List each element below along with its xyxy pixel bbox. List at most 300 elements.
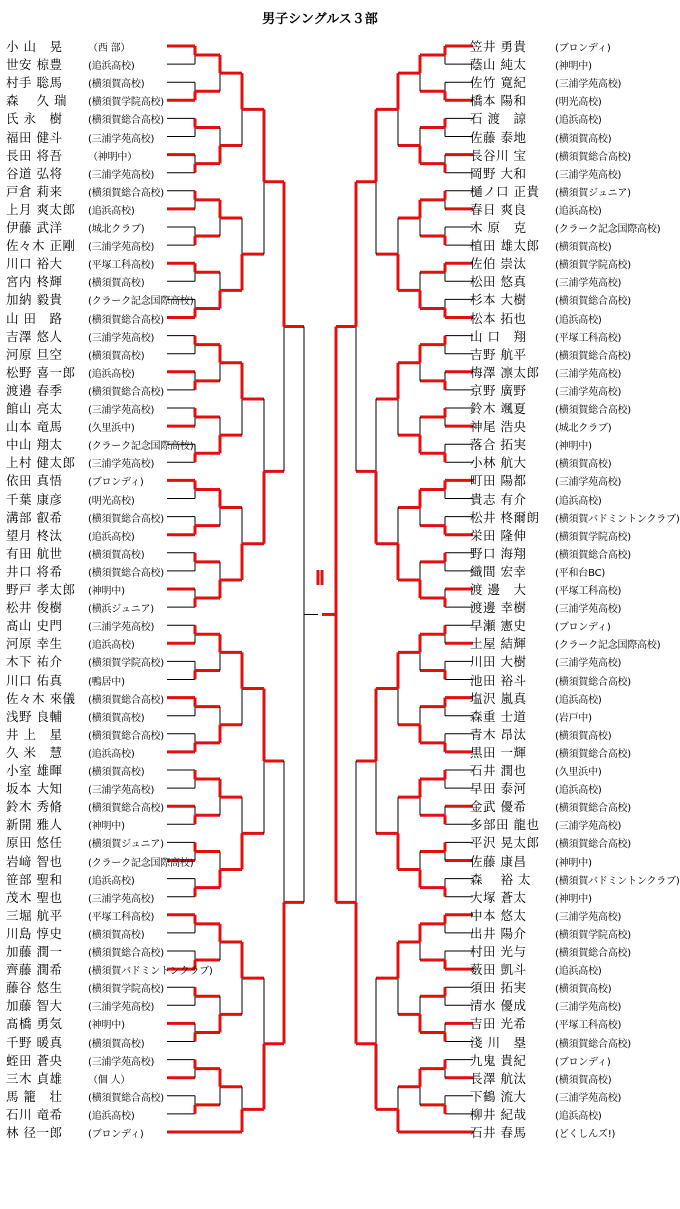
left-player-entry [6, 109, 173, 127]
player-name: 千葉 康彦 [6, 491, 63, 507]
left-player-entry [6, 309, 173, 327]
player-name: 上村 健太郎 [6, 455, 76, 471]
right-player-entry [470, 109, 640, 127]
player-club: (横須賀高校) [555, 133, 612, 145]
player-club: (ブロンディ) [555, 622, 611, 634]
player-club: (追浜高校) [88, 1110, 135, 1122]
player-club: (三浦学苑高校) [555, 278, 622, 290]
player-name: 茂木 聖也 [6, 889, 63, 905]
player-name: 館山 亮太 [6, 401, 63, 416]
player-name: 小 山 晃 [6, 39, 63, 54]
right-player-entry [470, 435, 640, 453]
player-club: (追浜高校) [88, 205, 135, 217]
right-player-entry [470, 689, 640, 707]
left-player-entry [6, 707, 173, 725]
player-name: 中本 悠太 [470, 907, 527, 923]
left-player-entry [6, 1033, 173, 1051]
left-player-entry [6, 327, 173, 345]
right-player-entry [470, 417, 640, 435]
left-player-entry [6, 37, 173, 55]
player-club: (横須賀高校) [555, 242, 612, 254]
player-name: 山 口 翔 [470, 328, 527, 344]
right-player-entry [470, 272, 640, 290]
player-name: 山 田 路 [6, 310, 63, 326]
player-club: (三浦学苑高校) [88, 893, 155, 905]
player-club: (横須賀バドミントンクラブ) [555, 513, 680, 525]
right-player-entry [470, 1123, 640, 1141]
right-player-entry [470, 471, 640, 489]
player-name: 佐藤 泰地 [470, 129, 527, 145]
player-club: (横須賀総合高校) [555, 405, 632, 416]
player-name: 渡 邊 大 [470, 582, 527, 597]
player-name: 松本 拓也 [470, 310, 527, 326]
player-club: (横須賀総合高校) [88, 386, 165, 398]
player-club: (横須賀総合高校) [88, 694, 165, 706]
left-player-entry [6, 73, 173, 91]
left-player-entry [6, 399, 173, 417]
player-name: 坂本 大知 [6, 781, 63, 797]
player-name: 黒田 一輝 [470, 744, 527, 760]
right-player-entry [470, 399, 640, 417]
player-name: 鈴木 秀脩 [6, 799, 63, 815]
player-club: (横浜ジュニア) [88, 604, 155, 616]
player-name: 世安 椋豊 [6, 57, 63, 73]
player-name: 原田 悠任 [6, 835, 63, 851]
player-club: (平塚工科高校) [555, 1020, 622, 1032]
left-player-entry [6, 200, 173, 218]
player-name: 森 裕 太 [470, 871, 531, 887]
player-club: (神明中) [555, 893, 592, 905]
player-club: (横須賀総合高校) [88, 948, 165, 959]
right-player-entry [470, 453, 640, 471]
player-name: 蔭山 純太 [470, 57, 527, 73]
player-name: 三堀 航平 [6, 907, 63, 923]
player-club: (追浜高校) [88, 748, 135, 760]
player-club: (横須賀高校) [555, 1074, 612, 1086]
left-player-entry [6, 634, 173, 652]
right-player-entry [470, 815, 640, 833]
player-club: (横須賀学院高校) [555, 260, 632, 272]
right-player-entry [470, 634, 661, 652]
player-name: 有田 航世 [6, 545, 63, 561]
player-name: 笹部 聖和 [6, 871, 63, 887]
player-name: 渡邉 春季 [6, 382, 63, 398]
player-name: 九鬼 貴紀 [470, 1052, 527, 1068]
player-club: (横須賀学院高校) [88, 658, 165, 670]
player-club: (横須賀総合高校) [555, 350, 632, 362]
right-player-entry [470, 218, 661, 236]
right-player-entry [470, 743, 640, 761]
right-player-entry [470, 852, 640, 870]
left-player-entry [6, 55, 173, 73]
left-player-entry [6, 996, 173, 1014]
player-club: (横須賀高校) [88, 79, 145, 91]
player-club: (岩戸中) [555, 712, 592, 724]
left-player-entry [6, 1087, 173, 1105]
left-player-entry [6, 779, 173, 797]
player-name: 樋ノ口 正貴 [470, 183, 540, 199]
right-player-entry [470, 580, 640, 598]
player-name: 笠井 勇貴 [470, 39, 527, 54]
player-club: (横須賀高校) [555, 984, 612, 996]
player-name: 早瀬 憲史 [470, 618, 527, 634]
player-club: (ブロンディ) [555, 1056, 611, 1068]
left-player-entry [6, 182, 173, 200]
player-name: 中山 翔太 [6, 437, 63, 453]
right-player-entry [470, 598, 640, 616]
left-player-entry [6, 164, 173, 182]
player-name: 伊藤 武洋 [6, 220, 63, 235]
player-club: (追浜高校) [88, 531, 135, 543]
player-club: (神明中) [88, 1020, 125, 1032]
player-club: (追浜高校) [555, 694, 602, 706]
right-player-entry [470, 1033, 640, 1051]
left-player-entry [6, 490, 173, 508]
player-club: (ブロンディ) [555, 43, 611, 54]
right-player-entry [470, 164, 640, 182]
player-name: 佐々木 正剛 [6, 238, 76, 254]
player-club: (三浦学苑高校) [88, 133, 155, 145]
player-club: (横須賀学院高校) [555, 929, 632, 941]
right-player-entry [470, 290, 640, 308]
player-name: 林 径一郎 [6, 1125, 63, 1140]
player-name: 髙山 史門 [6, 618, 63, 634]
player-club: (三浦学苑高校) [555, 658, 622, 670]
player-club: (明光高校) [555, 97, 602, 109]
player-club: (城北クラブ) [88, 224, 145, 235]
left-player-entry [6, 1014, 173, 1032]
right-player-entry [470, 73, 640, 91]
player-name: 溝部 叡希 [6, 509, 63, 525]
player-club: (三浦学苑高校) [555, 911, 622, 923]
right-player-entry [470, 526, 640, 544]
player-name: 貴志 有介 [470, 491, 527, 507]
right-player-entry [470, 37, 640, 55]
player-name: 春日 爽良 [470, 201, 527, 217]
player-club: (追浜高校) [555, 314, 602, 326]
player-club: (三浦学苑高校) [88, 1002, 155, 1014]
player-club: (横須賀総合高校) [88, 803, 165, 815]
player-name: 川口 裕大 [6, 256, 63, 272]
left-player-entry [6, 272, 173, 290]
left-player-entry [6, 580, 173, 598]
player-name: 吉田 光希 [470, 1016, 527, 1032]
left-player-entry [6, 924, 173, 942]
player-name: 野口 海翔 [470, 545, 527, 561]
right-player-entry [470, 906, 640, 924]
player-club: (三浦学苑高校) [555, 386, 622, 398]
player-name: 加納 毅貴 [6, 292, 63, 308]
player-name: 早田 泰河 [470, 781, 527, 797]
player-name: 戸倉 莉来 [6, 183, 63, 199]
player-name: 小室 雄暉 [6, 763, 63, 778]
player-name: 石川 竜希 [6, 1106, 63, 1122]
player-club: (ブロンディ) [88, 1129, 144, 1140]
player-club: (クラーク記念国際高校) [555, 224, 661, 235]
right-player-entry [470, 761, 640, 779]
player-name: 千野 暖真 [6, 1034, 63, 1050]
right-player-entry [470, 508, 680, 526]
player-name: 小林 航大 [470, 455, 527, 471]
player-club: (三浦学苑高校) [88, 1056, 155, 1068]
right-player-entry [470, 978, 640, 996]
player-name: 宮内 柊輝 [6, 274, 63, 290]
page-title: 男子シングルス３部 [262, 12, 378, 27]
left-player-entry [6, 870, 173, 888]
player-club: (三浦学苑高校) [88, 459, 155, 471]
player-name: 依田 真悟 [6, 473, 63, 489]
left-player-entry [6, 562, 173, 580]
player-name: 梅澤 凛太郎 [470, 364, 540, 380]
right-player-entry [470, 652, 640, 670]
player-club: (三浦学苑高校) [555, 604, 622, 616]
player-club: (追浜高校) [555, 966, 602, 978]
player-club: (追浜高校) [555, 785, 602, 797]
player-club: (横須賀総合高校) [88, 567, 165, 579]
player-name: 馬 籠 壮 [6, 1088, 63, 1104]
left-player-entry [6, 598, 173, 616]
player-name: 木 原 克 [470, 220, 527, 235]
player-name: 三木 貞雄 [6, 1070, 63, 1086]
player-name: 長田 将吾 [6, 147, 63, 163]
right-player-entry [470, 797, 640, 815]
right-player-entry [470, 707, 640, 725]
player-name: 吉野 航平 [470, 346, 527, 362]
left-player-entry [6, 453, 173, 471]
player-club: (横須賀総合高校) [555, 1038, 632, 1050]
left-player-entry [6, 254, 173, 272]
player-club: (三浦学苑高校) [555, 477, 622, 489]
player-name: 佐々木 來儀 [6, 690, 76, 706]
left-player-entry [6, 671, 173, 689]
player-club: (三浦学苑高校) [555, 79, 622, 91]
right-player-entry [470, 833, 640, 851]
player-name: 松野 喜一郎 [6, 364, 76, 380]
player-name: 松井 俊樹 [6, 600, 63, 616]
player-name: 松田 悠真 [470, 274, 527, 290]
left-player-entry [6, 689, 173, 707]
left-player-entry [6, 417, 173, 435]
right-player-entry [470, 91, 640, 109]
player-name: 薮田 凱斗 [470, 962, 527, 978]
player-name: 山本 竜馬 [6, 419, 63, 435]
left-player-entry [6, 797, 173, 815]
player-club: (横須賀ジュニア) [555, 187, 631, 199]
left-player-entry [6, 743, 173, 761]
player-name: 京野 廣野 [470, 382, 527, 398]
player-club: (三浦学苑高校) [555, 1092, 622, 1104]
right-player-entry [470, 327, 640, 345]
right-player-entry [470, 200, 640, 218]
player-club: (平塚工科高校) [88, 260, 155, 272]
right-player-entry [470, 996, 640, 1014]
player-club: (横須賀総合高校) [555, 549, 632, 561]
player-name: 髙橋 勇気 [6, 1016, 63, 1032]
player-club: (神明中) [555, 857, 592, 869]
left-player-entry [6, 471, 173, 489]
left-player-entry [6, 435, 194, 453]
player-name: 長澤 航汰 [470, 1070, 527, 1086]
player-club: (三浦学苑高校) [88, 332, 155, 344]
player-name: 福田 健斗 [6, 129, 63, 145]
player-name: 吉澤 悠人 [6, 328, 63, 344]
player-club: (横須賀高校) [88, 929, 145, 941]
player-name: 橋本 陽和 [470, 93, 527, 109]
player-club: (神明中) [555, 441, 592, 453]
right-player-entry [470, 960, 640, 978]
player-club: （神明中） [88, 151, 137, 163]
player-name: 石井 春馬 [470, 1125, 527, 1140]
player-name: 植田 雄太郎 [470, 238, 540, 254]
left-player-entry [6, 888, 173, 906]
player-name: 織間 宏幸 [470, 563, 527, 579]
left-player-entry [6, 363, 173, 381]
player-name: 大塚 蒼太 [470, 889, 527, 905]
player-name: 氏 永 樹 [6, 111, 63, 127]
right-player-entry [470, 254, 640, 272]
player-club: (クラーク記念国際高校) [555, 640, 661, 652]
right-player-entry [470, 924, 640, 942]
player-club: (横須賀高校) [88, 1038, 145, 1050]
right-player-entry [470, 671, 640, 689]
left-player-entry [6, 1105, 173, 1123]
player-club: (三浦学苑高校) [555, 1002, 622, 1014]
right-player-entry [470, 562, 640, 580]
right-player-entry [470, 128, 640, 146]
player-club: (追浜高校) [555, 205, 602, 217]
left-player-entry [6, 942, 173, 960]
player-club: (横須賀総合高校) [555, 748, 632, 760]
player-club: (横須賀高校) [88, 350, 145, 362]
player-name: 川島 惇史 [6, 925, 63, 941]
left-player-entry [6, 544, 173, 562]
player-name: 金武 優希 [470, 799, 527, 815]
player-club: (追浜高校) [88, 368, 135, 380]
player-name: 長谷川 宝 [470, 147, 527, 163]
player-name: 齊藤 潤希 [6, 962, 63, 978]
player-name: 望月 柊汰 [6, 527, 63, 543]
player-name: 土屋 結輝 [470, 636, 527, 652]
player-club: (横須賀学院高校) [88, 97, 165, 109]
right-player-entry [470, 1051, 640, 1069]
right-player-entry [470, 616, 640, 634]
player-club: (三浦学苑高校) [88, 242, 155, 254]
player-name: 平沢 晃太郎 [470, 835, 540, 851]
player-club: (久里浜中) [88, 423, 135, 435]
player-name: 石 渡 諒 [470, 111, 527, 127]
right-player-entry [470, 490, 640, 508]
player-name: 河原 旦空 [6, 346, 63, 362]
player-club: (鴨居中) [88, 676, 125, 688]
player-club: (三浦学苑高校) [88, 785, 155, 797]
player-name: 池田 裕斗 [470, 672, 527, 688]
left-player-entry [6, 1069, 173, 1087]
left-player-entry [6, 345, 173, 363]
left-player-entry [6, 146, 173, 164]
player-name: 村手 聡馬 [6, 75, 63, 91]
player-club: (横須賀高校) [555, 459, 612, 471]
player-name: 村田 光与 [470, 944, 527, 959]
left-player-entry [6, 960, 213, 978]
player-name: 栄田 隆伸 [470, 527, 527, 543]
player-name: 松井 柊爾朗 [470, 509, 540, 525]
player-club: (追浜高校) [555, 495, 602, 507]
right-player-entry [470, 381, 640, 399]
player-name: 多部田 龍也 [470, 817, 540, 833]
player-name: 蛭田 蒼央 [6, 1052, 63, 1068]
right-player-entry [470, 345, 640, 363]
player-club: (平和台BC) [555, 567, 606, 579]
right-player-entry [470, 55, 640, 73]
right-player-entry [470, 544, 640, 562]
player-club: (クラーク記念国際高校) [88, 296, 194, 308]
player-club: (三浦学苑高校) [88, 169, 155, 181]
player-club: (神明中) [555, 61, 592, 73]
player-name: 渡邊 幸樹 [470, 600, 527, 616]
player-club: (横須賀バドミントンクラブ) [555, 875, 680, 887]
player-club: （西 部） [88, 43, 131, 54]
left-player-entry [6, 508, 173, 526]
left-player-entry [6, 761, 173, 779]
player-name: 清水 優成 [470, 998, 527, 1014]
player-club: (横須賀高校) [88, 712, 145, 724]
player-club: (ブロンディ) [88, 477, 144, 489]
player-club: (横須賀総合高校) [555, 296, 632, 308]
player-name: 杉本 大樹 [470, 292, 527, 308]
player-name: 川口 佑真 [6, 672, 63, 688]
player-name: 須田 拓実 [470, 980, 527, 996]
player-club: (横須賀学院高校) [555, 531, 632, 543]
player-club: (久里浜中) [555, 767, 602, 778]
player-name: 加藤 潤一 [6, 944, 63, 959]
player-club: (クラーク記念国際高校) [88, 441, 194, 453]
player-club: (横須賀総合高校) [88, 730, 165, 742]
right-player-entry [470, 725, 640, 743]
player-club: (明光高校) [88, 495, 135, 507]
player-name: 町田 陽都 [470, 473, 527, 489]
player-name: 井口 将希 [6, 563, 63, 579]
left-player-entry [6, 906, 173, 924]
left-player-entry [6, 652, 173, 670]
left-player-entry [6, 725, 173, 743]
player-club: (平塚工科高校) [88, 911, 155, 923]
player-name: 鈴木 颯夏 [470, 401, 527, 416]
player-club: (横須賀高校) [88, 767, 145, 778]
player-club: (横須賀学院高校) [88, 984, 165, 996]
player-name: 川田 大樹 [470, 654, 527, 670]
left-player-entry [6, 616, 173, 634]
right-player-entry [470, 182, 640, 200]
right-player-entry [470, 1069, 640, 1087]
player-name: 落合 拓実 [470, 437, 527, 453]
player-name: 出井 陽介 [470, 925, 527, 941]
right-player-entry [470, 146, 640, 164]
player-club: (平塚工科高校) [555, 332, 622, 344]
player-club: (横須賀総合高校) [88, 513, 165, 525]
player-name: 淺 川 塁 [470, 1034, 527, 1050]
player-club: (追浜高校) [555, 1110, 602, 1122]
player-name: 岡野 大和 [470, 165, 527, 181]
player-club: (横須賀総合高校) [555, 151, 632, 163]
player-club: (平塚工科高校) [555, 586, 622, 597]
left-player-entry [6, 852, 194, 870]
player-club: (横須賀総合高校) [555, 803, 632, 815]
player-name: 下鶴 流大 [470, 1088, 527, 1104]
player-club: （個 人） [88, 1074, 131, 1086]
right-player-entry [470, 1014, 640, 1032]
player-club: (横須賀総合高校) [88, 1092, 165, 1104]
player-club: (横須賀総合高校) [88, 187, 165, 199]
